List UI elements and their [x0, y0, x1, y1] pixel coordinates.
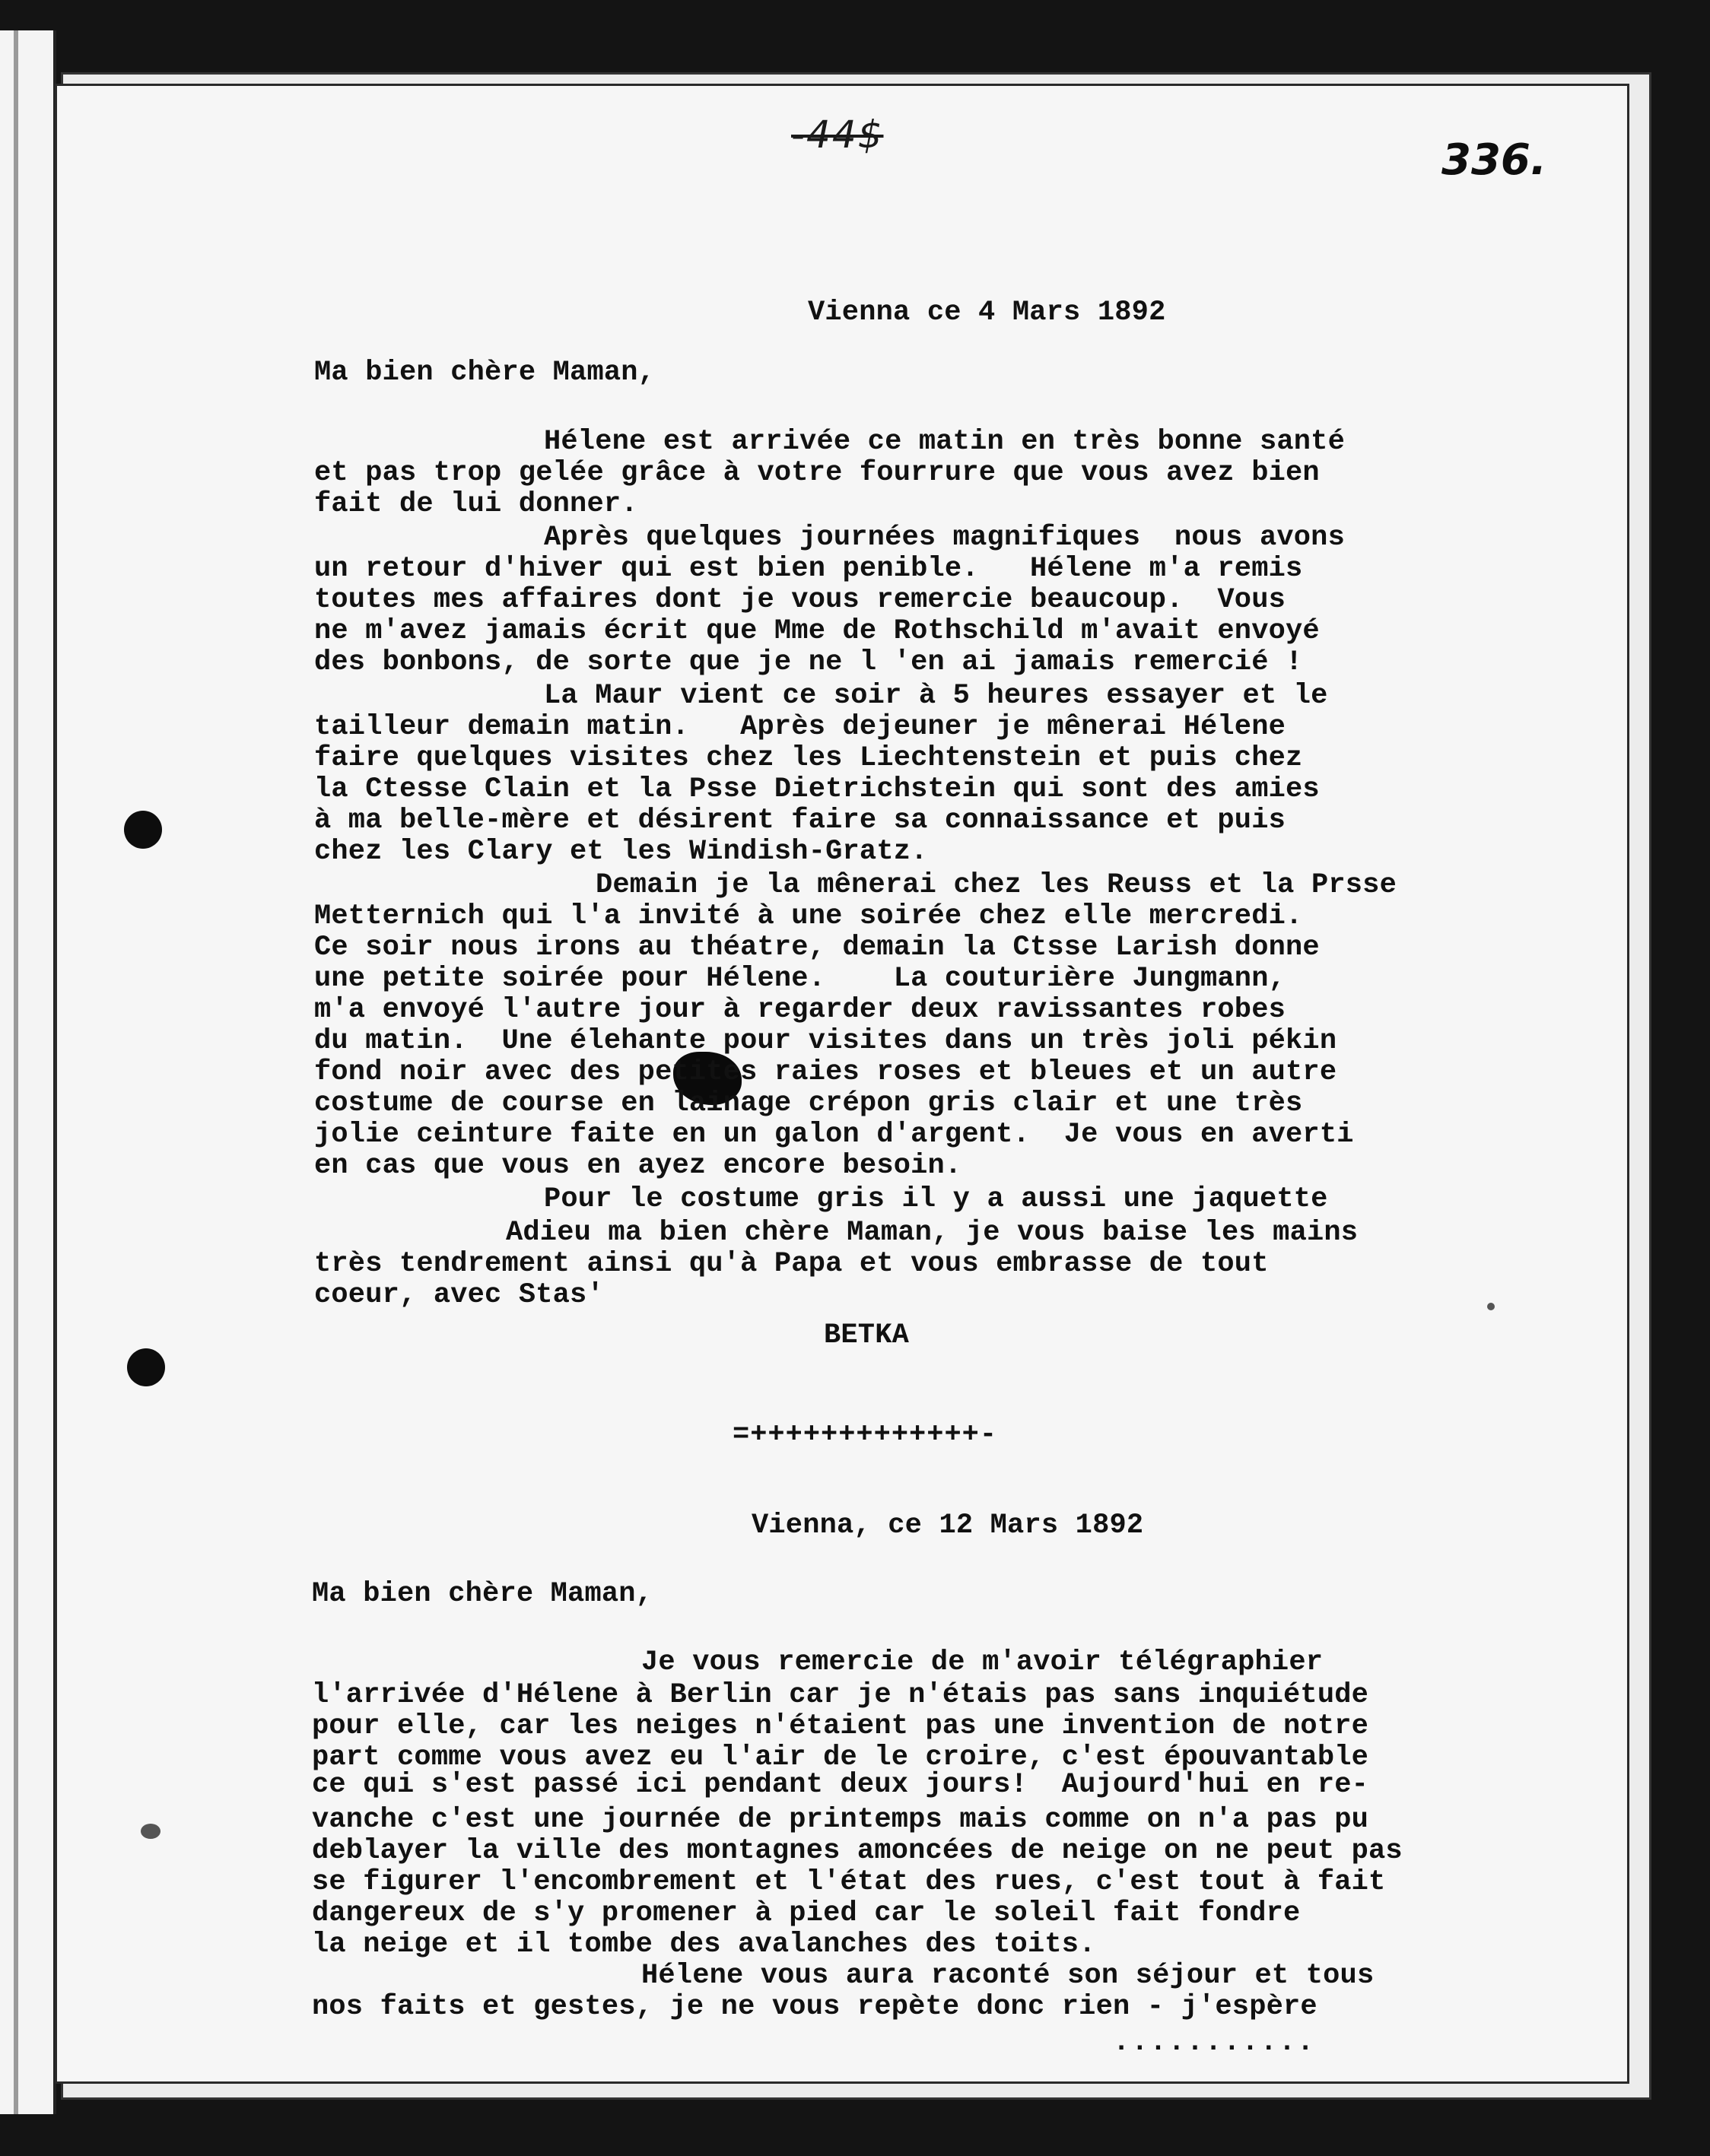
letter1-line: fait de lui donner. — [314, 488, 638, 520]
letter1-line: du matin. Une élehante pour visites dans un très joli pékin — [314, 1025, 1337, 1057]
page-number: 336. — [1441, 135, 1547, 185]
letter1-line: Pour le costume gris il y a aussi une jaquette — [544, 1183, 1328, 1215]
letter1-line: costume de course en lainage crépon gris clair et une très — [314, 1088, 1303, 1119]
letter1-line: un retour d'hiver qui est bien penible. Hélene m'a remis — [314, 553, 1303, 585]
letter2-line: part comme vous avez eu l'air de le croire, c'est épouvantable — [312, 1742, 1369, 1773]
letter2-salutation: Ma bien chère Maman, — [312, 1578, 653, 1610]
letter1-line: Demain je la mênerai chez les Reuss et la Prsse — [596, 869, 1397, 901]
letter1-line: toutes mes affaires dont je vous remercie beaucoup. Vous — [314, 584, 1286, 616]
letter1-signature: BETKA — [824, 1319, 910, 1351]
letter1-line: ne m'avez jamais écrit que Mme de Rothschild m'avait envoyé — [314, 615, 1320, 647]
punch-hole-bottom — [127, 1348, 165, 1386]
letter1-salutation: Ma bien chère Maman, — [314, 357, 656, 389]
punch-hole-top — [124, 811, 162, 849]
letter1-line: en cas que vous en ayez encore besoin. — [314, 1150, 962, 1182]
letter1-line: faire quelques visites chez les Liechtenstein et puis chez — [314, 742, 1303, 774]
letter2-line: dangereux de s'y promener à pied car le soleil fait fondre — [312, 1897, 1301, 1929]
separator-line: =+++++++++++++- — [733, 1419, 998, 1451]
letter1-line: des bonbons, de sorte que je ne l 'en ai jamais remercié ! — [314, 646, 1303, 678]
continuation-dots: ........... — [1113, 2027, 1316, 2059]
letter2-line: vanche c'est une journée de printemps mais comme on n'a pas pu — [312, 1804, 1369, 1836]
letter2-line: deblayer la ville des montagnes amoncées de neige on ne peut pas — [312, 1835, 1403, 1867]
letter1-line: La Maur vient ce soir à 5 heures essayer et le — [544, 680, 1328, 712]
letter1-dateline: Vienna ce 4 Mars 1892 — [808, 297, 1166, 329]
letter1-line: la Ctesse Clain et la Psse Dietrichstein qui sont des amies — [314, 773, 1320, 805]
letter1-line: Adieu ma bien chère Maman, je vous baise les mains — [506, 1217, 1359, 1249]
letter1-line: chez les Clary et les Windish-Gratz. — [314, 836, 928, 868]
letter1-line: à ma belle-mère et désirent faire sa connaissance et puis — [314, 805, 1286, 837]
letter1-line: Après quelques journées magnifiques nous avons — [544, 522, 1345, 554]
letter1-line: m'a envoyé l'autre jour à regarder deux ravissantes robes — [314, 994, 1286, 1026]
letter2-dateline: Vienna, ce 12 Mars 1892 — [752, 1510, 1144, 1542]
letter2-line: nos faits et gestes, je ne vous repète donc rien - j'espère — [312, 1991, 1317, 2023]
letter1-line: très tendrement ainsi qu'à Papa et vous embrasse de tout — [314, 1248, 1269, 1280]
letter1-line: Hélene est arrivée ce matin en très bonne santé — [544, 426, 1345, 458]
paper-speck — [1487, 1303, 1495, 1310]
letter2-line: se figurer l'encombrement et l'état des rues, c'est tout à fait — [312, 1866, 1386, 1898]
letter1-line: fond noir avec des petites raies roses et bleues et un autre — [314, 1056, 1337, 1088]
letter1-line: Ce soir nous irons au théatre, demain la Ctsse Larish donne — [314, 932, 1320, 964]
letter1-line: Metternich qui l'a invité à une soirée chez elle mercredi. — [314, 900, 1303, 932]
paper-speck — [141, 1824, 161, 1839]
letter1-line: une petite soirée pour Hélene. La couturière Jungmann, — [314, 963, 1286, 995]
letter2-line: pour elle, car les neiges n'étaient pas une invention de notre — [312, 1710, 1369, 1742]
letter1-line: jolie ceinture faite en un galon d'argent. Je vous en averti — [314, 1119, 1354, 1151]
letter2-line: Je vous remercie de m'avoir télégraphier — [641, 1646, 1324, 1678]
letter2-line: ce qui s'est passé ici pendant deux jours! Aujourd'hui en re- — [312, 1769, 1369, 1801]
letter2-line: l'arrivée d'Hélene à Berlin car je n'étais pas sans inquiétude — [312, 1679, 1369, 1711]
letter1-line: tailleur demain matin. Après dejeuner je mênerai Hélene — [314, 711, 1286, 743]
adjacent-page-edge — [0, 30, 56, 2114]
letter2-line: la neige et il tombe des avalanches des toits. — [312, 1929, 1096, 1961]
struck-archive-number: -44$ — [791, 113, 884, 157]
letter2-line: Hélene vous aura raconté son séjour et tous — [641, 1960, 1375, 1992]
letter1-line: et pas trop gelée grâce à votre fourrure que vous avez bien — [314, 457, 1320, 489]
letter1-line: coeur, avec Stas' — [314, 1279, 604, 1311]
